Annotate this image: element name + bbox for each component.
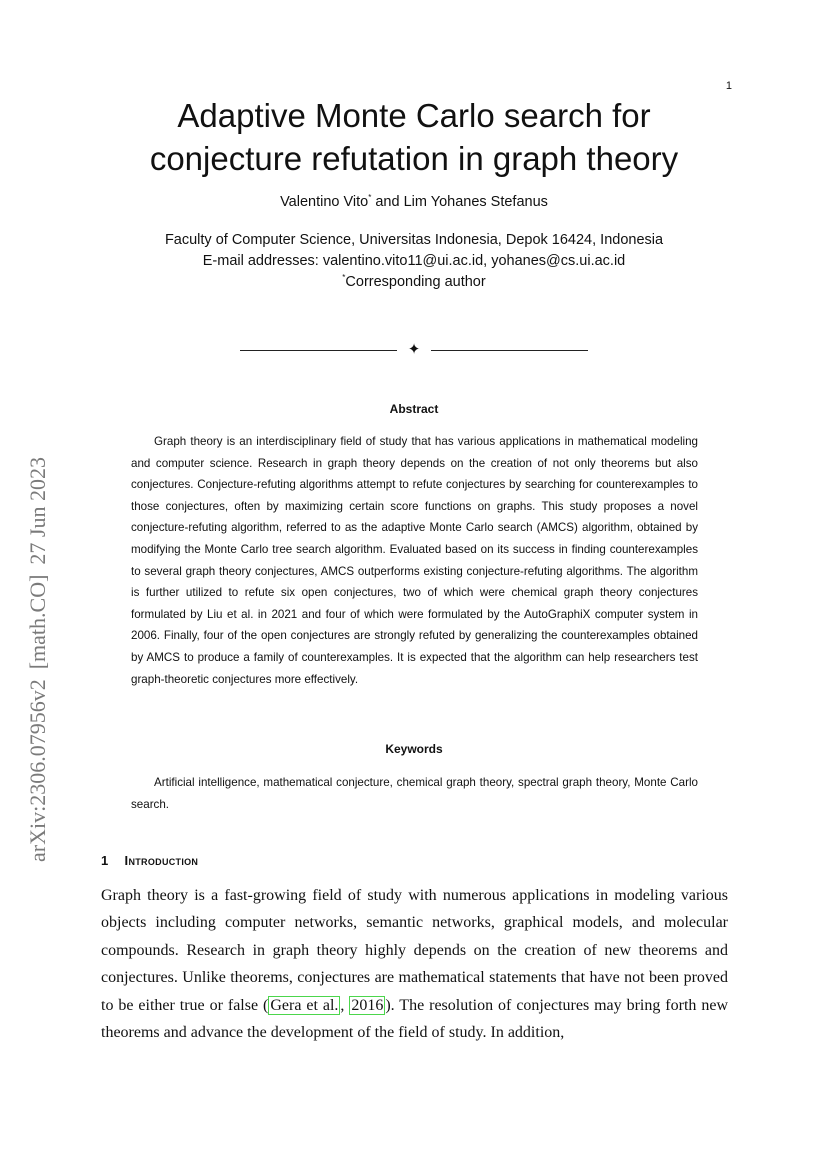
title-line-1: Adaptive Monte Carlo search for [177,97,651,134]
section-heading-introduction [101,853,198,868]
page-number: 1 [725,80,732,92]
intro-text-before-citation: Graph theory is a fast-growing field of study with numerous applications in modeling various objects including computer networks, semantic networks, graphical models, and molecular compounds. Research in graph theory highly depends on the creation of new theorems and conjectures. Unlike theorems, conjectures are mathematical statements that have not been proved to be either true or false ( [101,887,728,1014]
author-2: Lim Yohanes Stefanus [403,194,548,210]
four-point-star-icon: ✦ [407,341,421,358]
keywords-body: Artificial intelligence, mathematical conjecture, chemical graph theory, spectral graph theory, Monte Carlo search. [131,776,698,811]
introduction-paragraph [101,882,728,1046]
affiliation: Faculty of Computer Science, Universitas Indonesia, Depok 16424, Indonesia [164,232,664,248]
citation-link-authors[interactable]: Gera et al. [270,996,339,1014]
corresponding-note-mark: * [342,273,346,283]
title-line-2: conjecture refutation in graph theory [149,140,679,177]
intro-text-after-citation: ). The resolution of conjectures may bring forth new theorems and advance the development of the field of study. In addition, [101,996,728,1042]
abstract-heading: Abstract [389,402,439,416]
arxiv-date: 27 Jun 2023 [25,457,50,565]
abstract-body: Graph theory is an interdisciplinary field of study that has various applications in mathematical modeling and computer science. Research in graph theory depends on the creation of not only theorems but also conjectures. Conjecture-refuting algorithms attempt to refute conjectures by searching for counterexamples to those conjectures, often by maximizing certain score functions on graphs. This study proposes a novel conjecture-refuting algorithm, referred to as the adaptive Monte Carlo search (AMCS) algorithm, obtained by modifying the Monte Carlo tree search algorithm. Evaluated based on its success in finding counterexamples to several graph theory conjectures, AMCS outperforms existing conjecture-refuting algorithms. The algorithm is further utilized to refute six open conjectures, two of which were chemical graph theory conjectures formulated by Liu et al. in 2021 and four of which were formulated by the AutoGraphiX computer system in 2006. Finally, four of the open conjectures are strongly refuted by generalizing the counterexamples obtained by AMCS to produce a family of counterexamples. It is expected that the algorithm can help researchers test graph-theoretic conjectures more effectively. [131,435,698,686]
section-title: Introduction [124,853,199,868]
divider-line-left [240,350,397,351]
paper-title [60,94,768,180]
affiliation-block [60,230,768,293]
ornament-divider [240,340,588,360]
corresponding-note-text: Corresponding author [345,274,486,290]
author-list [60,194,768,210]
corresponding-author-mark: * [368,193,372,203]
author-1: Valentino Vito [280,194,369,210]
section-number: 1 [101,853,109,868]
email-addresses: E-mail addresses: valentino.vito11@ui.ac.id, yohanes@cs.ui.ac.id [202,253,626,269]
arxiv-id: arXiv:2306.07956v2 [25,679,50,862]
arxiv-category: [math.CO] [25,574,50,670]
keywords-heading: Keywords [385,742,443,756]
divider-line-right [431,350,588,351]
author-conjunction: and [371,194,404,210]
corresponding-author-note [60,272,768,293]
arxiv-side-stamp [23,342,53,862]
citation-separator: , [340,996,350,1014]
citation-link-year[interactable]: 2016 [351,996,384,1014]
